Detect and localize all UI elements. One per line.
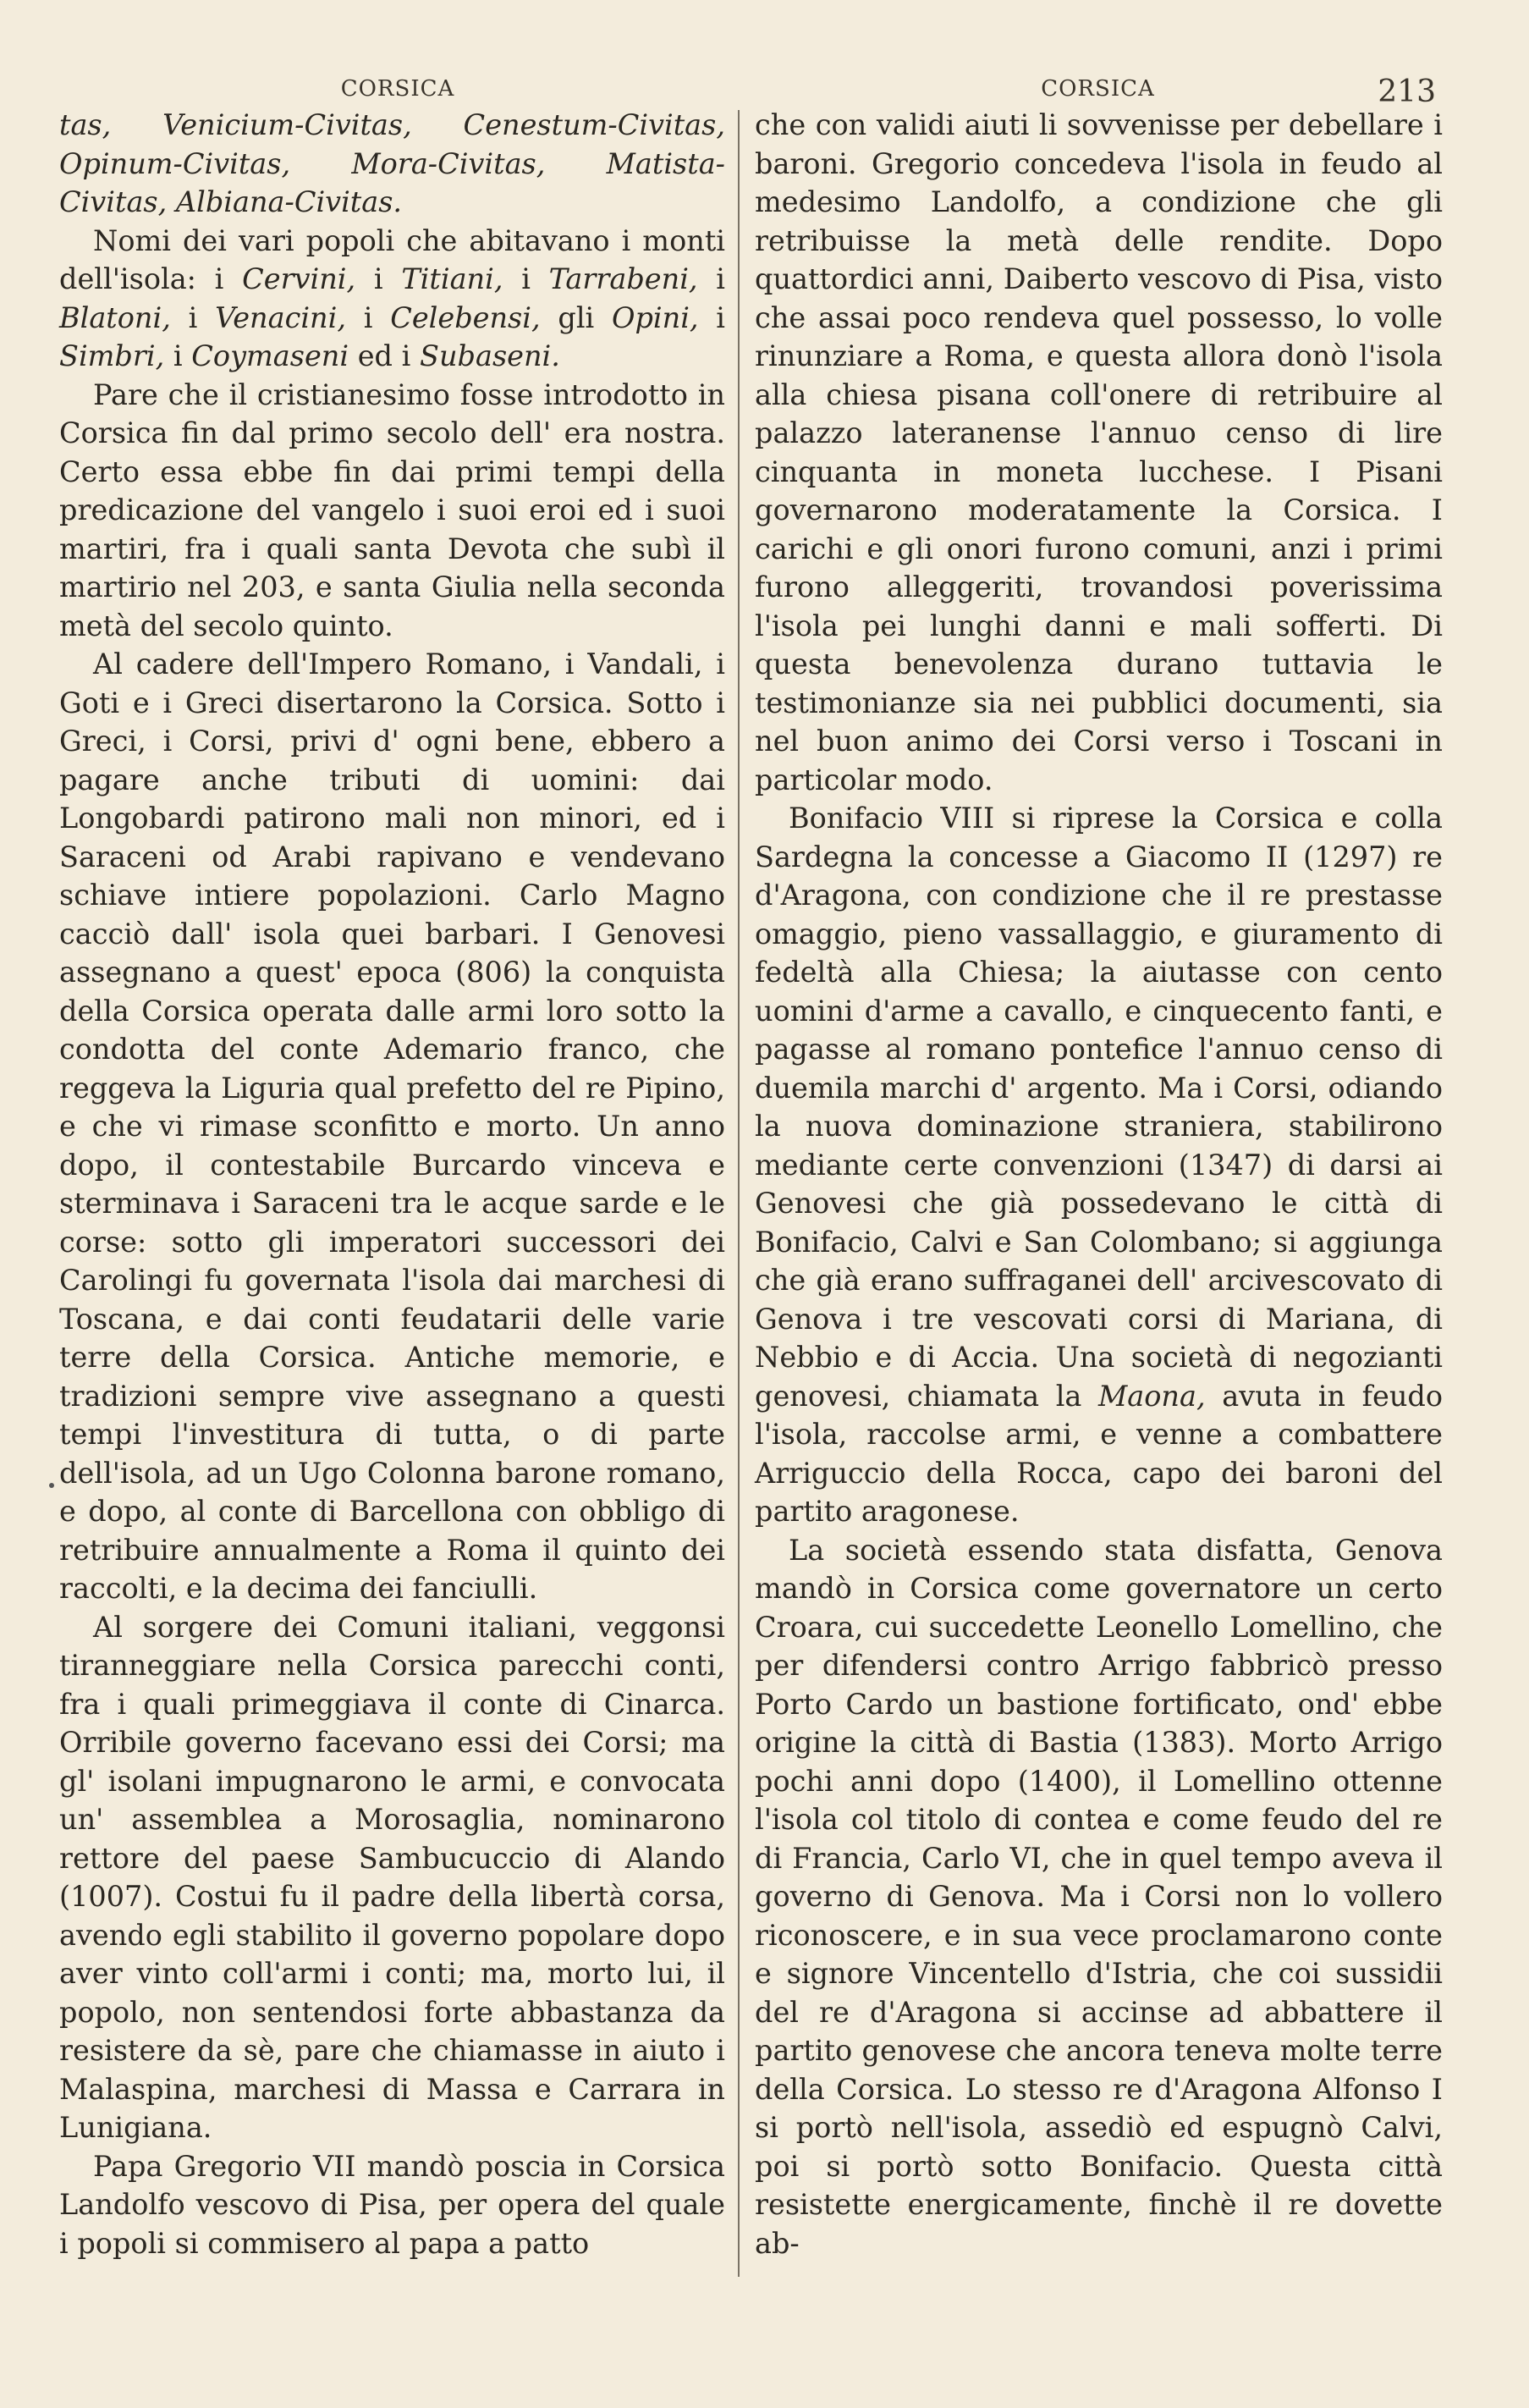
italic-text-run: Blatoni, (59, 300, 171, 334)
italic-text-run: Subaseni. (420, 339, 560, 372)
text-run: i (164, 339, 192, 372)
italic-text-run: Maona, (1097, 1379, 1206, 1413)
paragraph (59, 376, 725, 646)
italic-text-run: tas, Venicium-Civitas, Cenestum-Civitas, Opinum-Civitas, Mora-Civitas, Matista-Civitas, Albiana-Civitas. (59, 108, 725, 218)
text-run: Bonifacio VIII si riprese la Corsica e colla Sardegna la concesse a Giacomo II (1297) re d'Aragona, con condizione che il re prestasse omaggio, pieno vassallaggio, e giuramento di fedeltà alla Chiesa; la aiutasse con cento uomini d'arme a cavallo, e cinquecento fanti, e pagasse al romano pontefice l'annuo censo di duemila marchi d' argento. Ma i Corsi, odiando la nuova dominazione straniera, stabilirono mediante certe convenzioni (1347) di darsi ai Genovesi che già possedevano le città di Bonifacio, Calvi e San Colombano; si aggiunga che già erano suffraganei dell' arcivescovato di Genova i tre vescovati corsi di Mariana, di Nebbio e di Accia. Una società di negozianti genovesi, chiamata la (755, 802, 1443, 1413)
italic-text-run: Opini, (612, 300, 699, 334)
paragraph (755, 1531, 1443, 2263)
paragraph (59, 2147, 725, 2263)
right-text-column (755, 106, 1443, 2262)
left-text-column (59, 106, 725, 2262)
text-run: Nomi dei vari popoli che abitavano i monti dell'isola: i (59, 223, 725, 295)
text-run: gli (540, 300, 612, 334)
italic-text-run: Titiani, (401, 262, 503, 295)
italic-text-run: Tarrabeni, (548, 262, 698, 295)
paragraph (755, 106, 1443, 799)
running-head-left: CORSICA (340, 76, 455, 102)
text-run: i (355, 262, 402, 295)
margin-mark (49, 1483, 54, 1488)
paragraph (59, 106, 725, 222)
text-run: i (503, 262, 549, 295)
paragraph (59, 1608, 725, 2147)
text-run: Pare che il cristianesimo fosse introdotto in Corsica fin dal primo secolo dell' era nostra. Certo essa ebbe fin dai primi tempi della predicazione del vangelo i suoi eroi ed i suoi martiri, fra i quali santa Devota che subì il martirio nel 203, e santa Giulia nella seconda metà del secolo quinto. (59, 377, 725, 642)
text-run: Al cadere dell'Impero Romano, i Vandali, i Goti e i Greci disertarono la Corsica. Sotto i Greci, i Corsi, privi d' ogni bene, ebbero a pagare anche tributi di uomini: dai Longobardi patirono mali non minori, ed i Saraceni od Arabi rapivano e vendevano schiave intiere popolazioni. Carlo Magno cacciò dall' isola quei barbari. I Genovesi assegnano a quest' epoca (806) la conquista della Corsica operata dalle armi loro sotto la condotta del conte Ademario franco, che reggeva la Liguria qual prefetto del re Pipino, e che vi rimase sconfitto e morto. Un anno dopo, il contestabile Burcardo vinceva e sterminava i Saraceni tra le acque sarde e le corse: sotto gli imperatori successori dei Carolingi fu governata l'isola dai marchesi di Toscana, e dai conti feudatarii delle varie terre della Corsica. Antiche memorie, e tradizioni sempre vive assegnano a questi tempi l'investitura di tutta, o di parte dell'isola, ad un Ugo Colonna barone romano, e dopo, al conte di Barcellona con obbligo di retribuire annualmente a Roma il quinto dei raccolti, e la decima dei fanciulli. (59, 647, 725, 1605)
column-divider (738, 110, 740, 2277)
italic-text-run: Coymaseni (191, 339, 349, 372)
text-run: i (697, 262, 726, 295)
paragraph (755, 799, 1443, 1531)
italic-text-run: Celebensi, (390, 300, 541, 334)
text-run: ed i (349, 339, 420, 372)
italic-text-run: Cervini, (242, 262, 356, 295)
text-run: Papa Gregorio VII mandò poscia in Corsica Landolfo vescovo di Pisa, per opera del quale i popoli si commisero al papa a patto (59, 2149, 725, 2260)
text-run: i (170, 300, 216, 334)
text-run: Al sorgere dei Comuni italiani, veggonsi tiranneggiare nella Corsica parecchi conti, fra i quali primeggiava il conte di Cinarca. Orribile governo facevano essi dei Corsi; ma gl' isolani impugnarono le armi, e convocata un' assemblea a Morosaglia, nominarono rettore del paese Sambucuccio di Alando (1007). Costui fu il padre della libertà corsa, avendo egli stabilito il governo popolare dopo aver vinto coll'armi i conti; ma, morto lui, il popolo, non sentendosi forte abbastanza da resistere da sè, pare che chiamasse in aiuto i Malaspina, marchesi di Massa e Carrara in Lunigiana. (59, 1610, 725, 2144)
running-head-right: CORSICA (1041, 76, 1155, 102)
text-run: La società essendo stata disfatta, Genova mandò in Corsica come governatore un certo Croara, cui succedette Leonello Lomellino, che per difendersi contro Arrigo fabbricò presso Porto Cardo un bastione fortificato, ond' ebbe origine la città di Bastia (1383). Morto Arrigo pochi anni dopo (1400), il Lomellino ottenne l'isola col titolo di contea e come feudo del re di Francia, Carlo VI, che in quel tempo aveva il governo di Genova. Ma i Corsi non lo vollero riconoscere, e in sua vece proclamarono conte e signore Vincentello d'Istria, che coi sussidii del re d'Aragona si accinse ad abbattere il partito genovese che ancora teneva molte terre della Corsica. Lo stesso re d'Aragona Alfonso I si portò nell'isola, assediò ed espugnò Calvi, poi si portò sotto Bonifacio. Questa città resistette energicamente, finchè il re dovette ab- (755, 1533, 1443, 2260)
italic-text-run: Simbri, (59, 339, 165, 372)
italic-text-run: Venacini, (215, 300, 346, 334)
page-number: 213 (1378, 74, 1436, 109)
text-run: i (698, 300, 726, 334)
text-run: avuta in feudo l'isola, raccolse armi, e venne a combattere Arriguccio della Rocca, capo dei baroni del partito aragonese. (755, 1379, 1444, 1528)
text-run: i (346, 300, 391, 334)
paragraph (59, 645, 725, 1608)
text-run: che con validi aiuti li sovvenisse per debellare i baroni. Gregorio concedeva l'isola in feudo al medesimo Landolfo, a condizione che gli retribuisse la metà delle rendite. Dopo quattordici anni, Daiberto vescovo di Pisa, visto che assai poco rendeva quel possesso, lo volle rinunziare a Roma, e questa allora donò l'isola alla chiesa pisana coll'onere di retribuire al palazzo lateranense l'annuo censo di lire cinquanta in moneta lucchese. I Pisani governarono moderatamente la Corsica. I carichi e gli onori furono comuni, anzi i primi furono alleggeriti, trovandosi poverissima l'isola pei lunghi danni e mali sofferti. Di questa benevolenza durano tuttavia le testimonianze sia nei pubblici documenti, sia nel buon animo dei Corsi verso i Toscani in particolar modo. (755, 108, 1443, 796)
paragraph (59, 222, 725, 376)
